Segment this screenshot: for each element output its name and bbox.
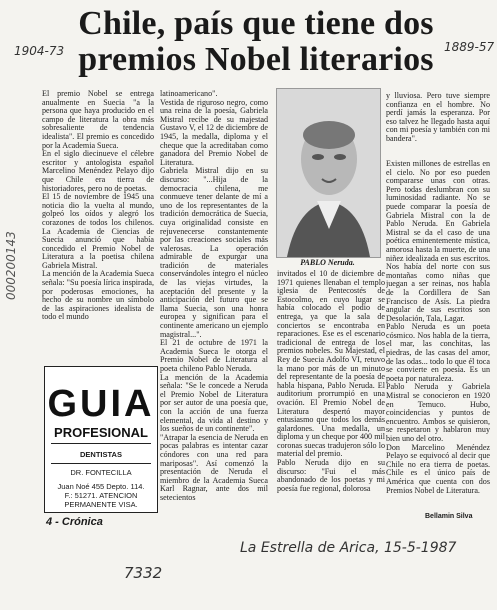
ad-name: DR. FONTECILLA	[70, 468, 132, 477]
article-column-4-top: y lluviosa. Pero tuve siempre confianza en el hombre. No perdí jamás la esperanza. Por eso talvez he llegado hasta aquí con mi poesía y también con mi bandera".	[386, 92, 490, 143]
article-column-3: invitados el 10 de diciembre de 1971 quienes llenaban el templo iglesia de Pentecostés de Estocolmo, en cuyo lugar se había colocado el podio de entrega, ya que la sala de conciertos se encontraba en reparaciones. Ese es el escenario tradicional de entrega de los premios nobeles. Su Majestad, el Rey de Suecia Adolfo VI, retuvo la mano por más de un minuto del representante de la poesía de habla hispana, Pablo Neruda. El auditorium prorrumpió en una ovación. El Premio Nobel de Literatura despertó mayor entusiasmo que todos los demás galardones. Una medalla, un diploma y un cheque por 400 mil coronas suecas tradujeron sólo lo material del premio. Pablo Neruda dijo en su discurso: "Fui el más abandonado de los poetas y mi poesía fue regional, dolorosa	[277, 270, 385, 493]
photo-caption: PABLO Neruda.	[300, 258, 355, 267]
article-headline	[78, 6, 434, 78]
handwritten-side-code: 000200143	[4, 231, 18, 300]
ad-phone: F.: 51271. ATENCION	[64, 491, 138, 500]
author-byline: Bellamin Silva	[425, 513, 473, 520]
headline-line-1: Chile, país que tiene dos	[78, 5, 434, 42]
ad-subtitle: PROFESIONAL	[54, 425, 148, 440]
handwritten-source-date: La Estrella de Arica, 15-5-1987	[240, 540, 457, 556]
headline-line-2: premios Nobel literarios	[78, 41, 434, 78]
section-label: 4 - Crónica	[46, 516, 103, 528]
ad-hours: PERMANENTE VISA.	[64, 500, 138, 509]
article-column-4: Existen millones de estrellas en el cielo. No por eso pueden compararse unas con otras. Pero todas deslumbran con su luminosidad radiante. No se puede comparar la poesía de Gabriela Mistral con la de Pablo Neruda. En Gabriela Mistral se da el caso de una poética eminentemente mística, amorosa hasta la muerte, de una niñez idealizada en sus escritos. Nos había del norte con sus montañas como niñas que juegan a ser reinas, nos habla de la Cordillera de San Francisco de Asís. La piedra angular de sus escritos son Desolación, Tala, Lagar. Pablo Neruda es un poeta cósmico. Nos habla de la tierra, el mar, las conchitas, las piedras, de las casas del amor, de las odas... todo lo que él toca se convierte en poesía. Es un poeta por naturaleza. Pablo Neruda y Gabriela Mistral se conocieron en 1920 en Temuco. Hubo, coincidencias y puntos de encuentro. Ambos se quisieron, se respetaron y hablaron muy bien uno del otro. Don Marcelino Menéndez Pelayo se equivocó al decir que Chile no era tierra de poetas. Chile es el único país de América que cuenta con dos Premios Nobel de Literatura.	[386, 160, 490, 495]
ad-divider	[51, 463, 151, 464]
article-column-2: latinoamericano". Vestida de riguroso negro, como una reina de la poesía, Gabriela Mistral recibe de su majestad Gustavo V, el 12 de diciembre de 1945, la medalla, diploma y el cheque que la acreditaban como ganadora del Premio Nobel de Literatura. Gabriela Mistral dijo en su discurso: "...Hija de la democracia chilena, me conmueve tener delante de mí a uno de los representantes de la tradición democrática de Suecia, cuya originalidad consiste en rejuvenecerse constantemente por las creaciones sociales más valerosas. La operación admirable de expurgar una tradición de materiales conservándoles íntegro el núcleo de las viejas virtudes, la aceptación del presente y la anticipación del futuro que se llama Suecia, son una honra europea y significan para el continente americano un ejemplo magistral...". El 21 de octubre de 1971 la Academia Sueca le otorga el Premio Nobel de Literatura al poeta chileno Pablo Neruda. La mención de la Academia señala: "Se le concede a Neruda el Premio Nobel de Literatura por ser autor de una poesía que, con la acción de una fuerza elemental, da vida al destino y los sueños de un continente". "Atrapar la esencia de Neruda en pocas palabras es intentar cazar cóndores con una red para mariposas". Así comenzó la presentación de Neruda el miembro de la Academia Sueca Karl Ragnar, ante dos mil setecientos	[160, 90, 268, 502]
ad-category: DENTISTAS	[80, 450, 122, 459]
article-column-1: El premio Nobel se entrega anualmente en Suecia "a la persona que haya producido en el campo de literatura la obra más sobresaliente de tendencia idealista". El premio es concedido por la Academia Sueca. En el siglo diecinueve el célebre escritor y antologista español Marcelino Menéndez Pelayo dijo que Chile era tierra de historiadores, pero no de poetas. El 15 de noviembre de 1945 una noticia dio la vuelta al mundo, golpeó los oídos y alegró los corazones de todos los chilenos. La Academia de Ciencias de Suecia anunció que había concedido el Premio Nobel de Literatura a la poetisa chilena Gabriela Mistral. La mención de la Academia Sueca señala: "Su poesía lírica inspirada, por poderosas emociones, ha hecho de su nombre un símbolo de las aspiraciones idealista de todo el mundo	[42, 90, 154, 322]
ad-address: Juan Noé 455 Depto. 114.	[57, 482, 145, 491]
neruda-portrait-photo	[276, 88, 381, 258]
handwritten-archive-number: 7332	[124, 564, 163, 582]
ad-divider	[51, 443, 151, 444]
handwritten-year-left: 1904-73	[14, 44, 65, 58]
ad-brand: GUIA	[47, 383, 155, 425]
guia-profesional-ad	[44, 366, 158, 513]
handwritten-year-right: 1889-57	[444, 40, 495, 54]
